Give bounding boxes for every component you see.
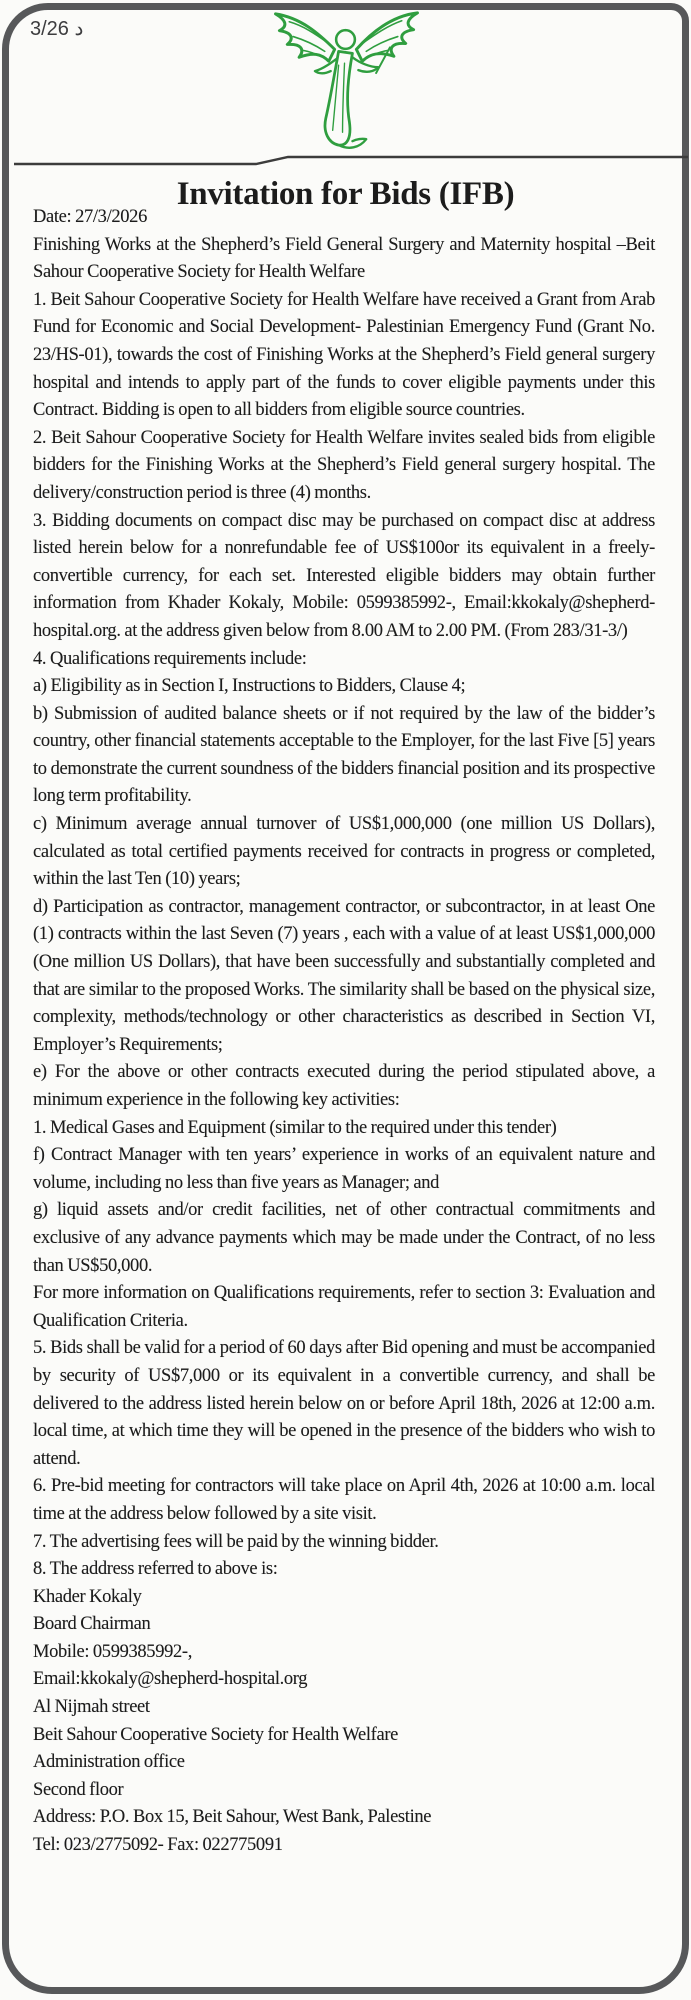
paragraph: e) For the above or other contracts executed during the period stipulated above, a minimum experience in the following key activities: xyxy=(33,1062,655,1110)
paragraph: Board Chairman xyxy=(33,1614,151,1635)
paragraph: 2. Beit Sahour Cooperative Society for Health Welfare invites sealed bids from eligible bidders for the Finishing Works at the Shepherd’s Field general surgery hospital. The delivery/construction period is three (4) months. xyxy=(33,427,655,503)
paragraph: 6. Pre-bid meeting for contractors will take place on April 4th, 2026 at 10:00 a.m. local time at the address below followed by a site visit. xyxy=(33,1476,655,1524)
paragraph: 7. The advertising fees will be paid by the winning bidder. xyxy=(33,1531,439,1552)
paragraph: d) Participation as contractor, management contractor, or subcontractor, in at least One (1) contracts within the last Seven (7) years , each with a value of at least US$1,000,000 (One million US Dollars), that have been successfully and substantially completed and that are similar to the proposed Works. The similarity shall be based on the physical size, complexity, methods/technology or other characteristics as described in Section VI, Employer’s Requirements; xyxy=(33,896,655,1055)
paragraph: 5. Bids shall be valid for a period of 60 days after Bid opening and must be accompanied by security of US$7,000 or its equivalent in a convertible currency, and shall be delivered to the address listed herein below on or before April 18th, 2026 at 12:00 a.m. local time, at which time they will be opened in the presence of the bidders who wish to attend. xyxy=(33,1338,655,1469)
paragraph: Second floor xyxy=(33,1779,124,1800)
paragraph: 3. Bidding documents on compact disc may be purchased on compact disc at address listed herein below for a nonrefundable fee of US$100or its equivalent in a freely-convertible currency, for each set. Interested eligible bidders may obtain further information from Khader Kokaly, Mobile: 0599385992-, Email:kkokaly@shepherd-hospital.org. at the address given below from 8.00 AM to 2.00 PM. (From 283/31-3/) xyxy=(33,510,655,641)
paragraph: Address: P.O. Box 15, Beit Sahour, West Bank, Palestine xyxy=(33,1807,432,1828)
reference-number: د 3/26 xyxy=(30,18,84,40)
notice-body xyxy=(33,204,655,1860)
page-title: Invitation for Bids (IFB) xyxy=(176,176,515,212)
paragraph: Email:kkokaly@shepherd-hospital.org xyxy=(33,1669,308,1690)
paragraph: Administration office xyxy=(33,1752,185,1773)
paragraph: g) liquid assets and/or credit facilities, net of other contractual commitments and exclusive of any advance payments which may be made under the Contract, of no less than US$50,000. xyxy=(33,1200,655,1276)
paragraph: 8. The address referred to above is: xyxy=(33,1559,278,1580)
paragraph: b) Submission of audited balance sheets or if not required by the law of the bidder’s country, other financial statements acceptable to the Employer, for the last Five [5] years to demonstrate the current soundness of the bidders financial position and its prospective long term profitability. xyxy=(33,703,655,807)
paragraph: f) Contract Manager with ten years’ experience in works of an equivalent nature and volume, including no less than five years as Manager; and xyxy=(33,1145,655,1193)
paragraph: Tel: 023/2775092- Fax: 022775091 xyxy=(33,1835,283,1856)
paragraph: 1. Medical Gases and Equipment (similar to the required under this tender) xyxy=(33,1117,557,1138)
paragraph: 1. Beit Sahour Cooperative Society for Health Welfare have received a Grant from Arab Fund for Economic and Social Development- Palestinian Emergency Fund (Grant No. 23/HS-01), towards the cost of Finishing Works at the Shepherd’s Field general surgery hospital and intends to apply part of the funds to cover eligible payments under this Contract. Bidding is open to all bidders from eligible source countries. xyxy=(33,289,655,421)
paragraph: c) Minimum average annual turnover of US$1,000,000 (one million US Dollars), calculated as total certified payments received for contracts in progress or completed, within the last Ten (10) years; xyxy=(33,814,655,890)
paragraph: Khader Kokaly xyxy=(33,1586,142,1607)
paragraph: Beit Sahour Cooperative Society for Health Welfare xyxy=(33,1724,399,1745)
angel-logo-icon xyxy=(258,4,433,152)
paragraph: Al Nijmah street xyxy=(33,1697,150,1718)
paragraph: Date: 27/3/2026 xyxy=(33,207,147,227)
separator-line xyxy=(0,148,691,170)
paragraph: a) Eligibility as in Section I, Instructions to Bidders, Clause 4; xyxy=(33,676,466,697)
paragraph: 4. Qualifications requirements include: xyxy=(33,648,307,669)
paragraph: Finishing Works at the Shepherd’s Field General Surgery and Maternity hospital –Beit Sahour Cooperative Society for Health Welfare xyxy=(33,234,655,283)
paragraph: For more information on Qualifications requirements, refer to section 3: Evaluation and Qualification Criteria. xyxy=(33,1283,655,1331)
paragraph: Mobile: 0599385992-, xyxy=(33,1641,192,1662)
